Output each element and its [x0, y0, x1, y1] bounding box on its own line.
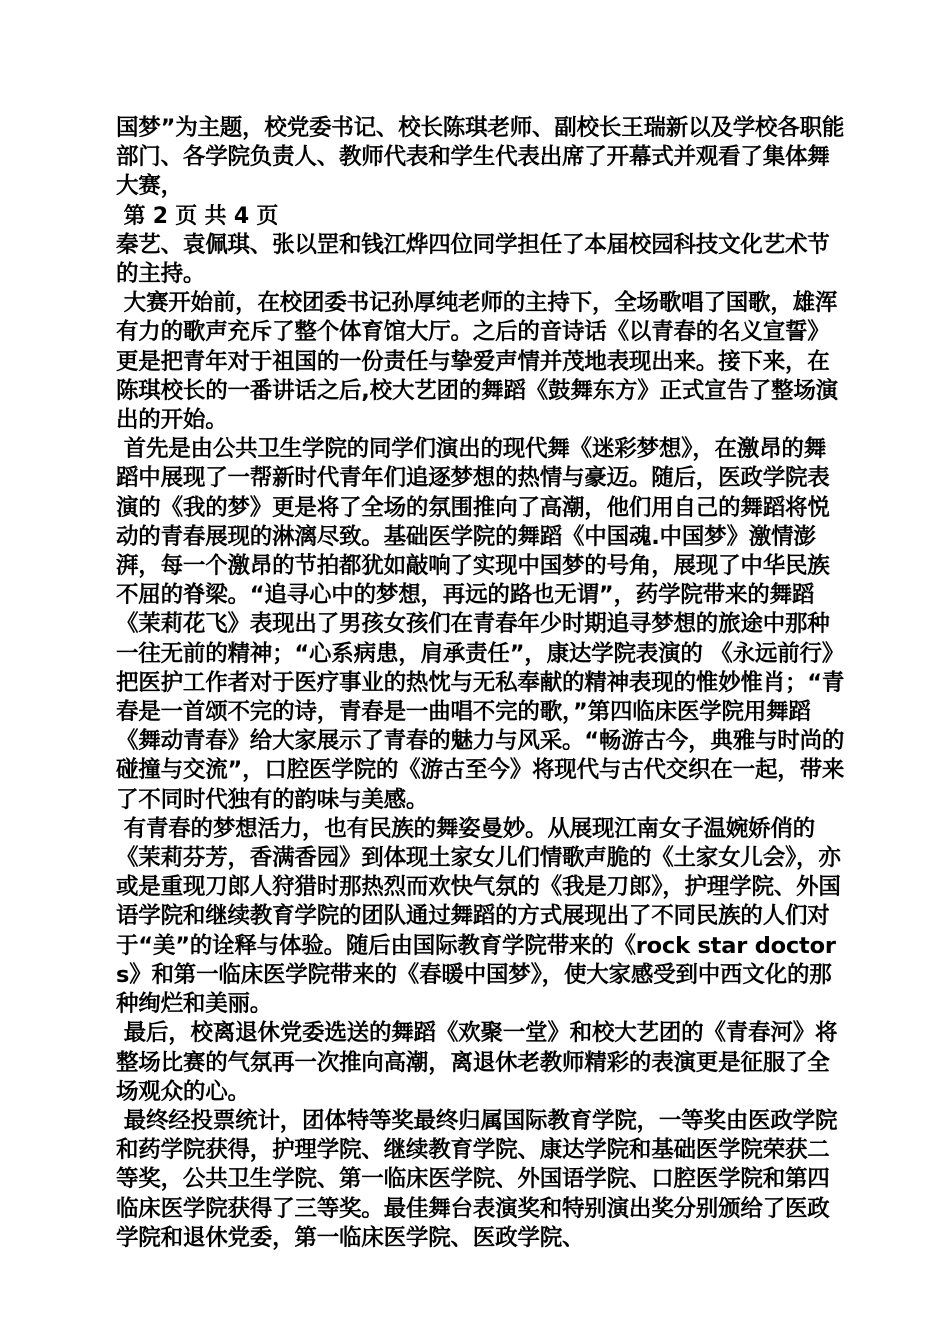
- paragraph-opening-continuation: 国梦”为主题，校党委书记、校长陈琪老师、副校长王瑞新以及学校各职能部门、各学院负责人、教师代表和学生代表出席了开幕式并观看了集体舞大赛，: [116, 115, 845, 200]
- paragraph-opening-ceremony: 大赛开始前，在校团委书记孙厚纯老师的主持下，全场歌唱了国歌，雄浑有力的歌声充斥了整个体育馆大厅。之后的音诗话《以青春的名义宣誓》更是把青年对于祖国的一份责任与挚爱声情并茂地表现出来。接下来，在陈琪校长的一番讲话之后,校大艺团的舞蹈《鼓舞东方》正式宣告了整场演出的开始。: [116, 290, 838, 434]
- paragraph-awards: 最终经投票统计，团体特等奖最终归属国际教育学院，一等奖由医政学院和药学院获得，护理学院、继续教育学院、康达学院和基础医学院荣获二等奖，公共卫生学院、第一临床医学院、外国语学院、口腔医学院和第四临床医学院获得了三等奖。最佳舞台表演奖和特别演出奖分别颁给了医政学院和退休党委，第一临床医学院、医政学院、: [116, 1107, 838, 1251]
- paragraph-ethnic-dances: 有青春的梦想活力，也有民族的舞姿曼妙。从展现江南女子温婉娇俏的《茉莉芬芳，香满香园》到体现土家女儿们情歌声脆的《土家女儿会》，亦或是重现刀郎人狩猎时那热烈而欢快气氛的《我是刀郎》，护理学院、外国语学院和继续教育学院的团队通过舞蹈的方式展现出了不同民族的人们对于“美”的诠释与体验。随后由国际教育学院带来的《rock star doctors》和第一临床医学院带来的《春暖中国梦》，使大家感受到中西文化的那种绚烂和美丽。: [116, 815, 841, 1018]
- paragraph-performances: 首先是由公共卫生学院的同学们演出的现代舞《迷彩梦想》，在激昂的舞蹈中展现了一帮新时代青年们追逐梦想的热情与豪迈。随后，医政学院表演的《我的梦》更是将了全场的氛围推向了高潮，他们用自己的舞蹈将悦动的青春展现的淋漓尽致。基础医学院的舞蹈《中国魂.中国梦》激情澎湃，每一个激昂的节拍都犹如敲响了实现中国梦的号角，展现了中华民族不屈的脊梁。“追寻心中的梦想，再远的路也无谓”，药学院带来的舞蹈《茉莉花飞》表现出了男孩女孩们在青春年少时期追寻梦想的旅途中那种一往无前的精神；“心系病患，肩承责任”，康达学院表演的 《永远前行》把医护工作者对于医疗事业的热忱与无私奉献的精神表现的惟妙惟肖；“青春是一首颂不完的诗，青春是一曲唱不完的歌，”第四临床医学院用舞蹈《舞动青春》给大家展示了青春的魅力与风采。“畅游古今，典雅与时尚的碰撞与交流”，口腔医学院的《游古至今》将现代与古代交织在一起，带来了不同时代独有的韵味与美感。: [116, 436, 845, 813]
- paragraph-finale: 最后，校离退休党委选送的舞蹈《欢聚一堂》和校大艺团的《青春河》将整场比赛的气氛再一次推向高潮，离退休老教师精彩的表演更是征服了全场观众的心。: [116, 1020, 838, 1105]
- paragraph-hosts: 秦艺、袁佩琪、张以罡和钱江烨四位同学担任了本届校园科技文化艺术节的主持。: [116, 231, 830, 288]
- document-body: [116, 114, 846, 1253]
- page-number: 第 2 页 共 4 页: [116, 203, 279, 229]
